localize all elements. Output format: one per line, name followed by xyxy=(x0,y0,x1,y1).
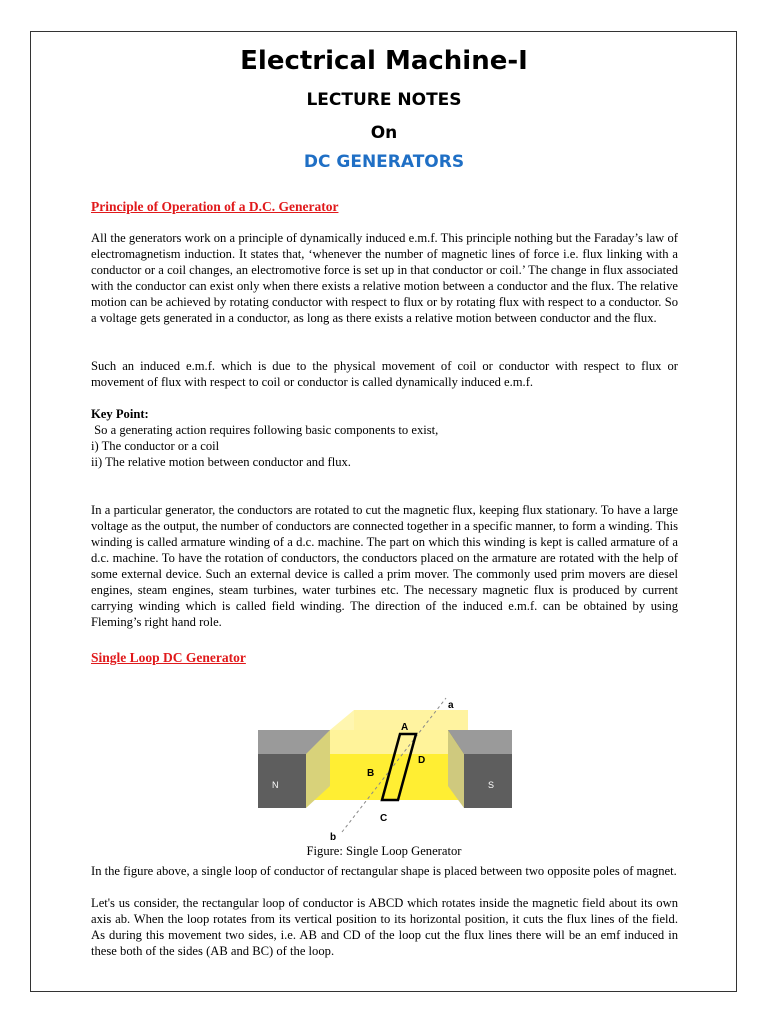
field-back-band xyxy=(354,710,468,730)
label-axis-b: b xyxy=(330,832,337,842)
key-point-intro: So a generating action requires following basic components to exist, xyxy=(91,423,439,437)
document-title: Electrical Machine-I xyxy=(240,46,528,76)
label-axis-a: a xyxy=(448,700,454,711)
key-point-label: Key Point: xyxy=(91,407,149,421)
key-point-item-1: i) The conductor or a coil xyxy=(91,439,220,453)
label-N: N xyxy=(272,780,279,790)
label-A: A xyxy=(401,722,409,733)
label-C: C xyxy=(380,813,388,824)
label-D: D xyxy=(418,755,426,766)
principle-paragraph-3: In a particular generator, the conductors are rotated to cut the magnetic flux, keeping flux stationary. To have a large voltage as the output, the number of conductors are connected together in a specific manner, to form a winding. This winding is called armature winding of a d.c. machine. The part on which this winding is kept is called armature of a d.c. machine. To have the rotation of conductors, the conductors placed on the armature are rotated with the help of some external device. Such an external device is called a prim mover. The commonly used prim movers are diesel engines, steam engines, steam turbines, water turbines etc. The necessary magnetic flux is produced by current carrying winding which is called field winding. The direction of the induced e.m.f. can be obtained by using Fleming’s right hand role. xyxy=(91,503,678,629)
principle-paragraph-1: All the generators work on a principle of dynamically induced e.m.f. This principle nothing but the Faraday’s law of electromagnetism induction. It states that, ‘whenever the number of magnetic lines of force i.e. flux linking with a conductor or a coil changes, an electromotive force is set up in that conductor or coil.’ The change in flux associated with the conductor can exist only when there exists a relative motion between a conductor and the flux. The relative motion can be achieved by rotating conductor with respect to flux or by rotating flux with respect to a conductor. So a voltage gets generated in a conductor, as long as there exists a relative motion between conductor and the flux. xyxy=(91,231,678,325)
single-loop-generator-figure xyxy=(250,690,520,842)
single-loop-paragraph-1: In the figure above, a single loop of conductor of rectangular shape is placed between two opposite poles of magnet. xyxy=(91,864,677,878)
on-subtitle: On xyxy=(370,123,398,143)
label-S: S xyxy=(488,780,495,790)
key-point-item-2: ii) The relative motion between conductor and flux. xyxy=(91,455,351,469)
principle-paragraph-2: Such an induced e.m.f. which is due to the physical movement of coil or conductor with respect to flux or movement of flux with respect to coil or conductor is called dynamically induced e.m.f. xyxy=(91,359,678,389)
label-B: B xyxy=(367,768,375,779)
figure-caption: Figure: Single Loop Generator xyxy=(306,844,462,858)
topic-subtitle: DC GENERATORS xyxy=(303,152,465,172)
single-loop-paragraph-2: Let's us consider, the rectangular loop of conductor is ABCD which rotates inside the magnetic field about its own axis ab. When the loop rotates from its vertical position to its horizontal position, it cuts the flux lines of the field. As during this movement two sides, i.e. AB and CD of the loop cut the flux lines there will be an emf induced in these both of the sides (AB and BC) of the loop. xyxy=(91,896,678,958)
lecture-notes-subtitle: LECTURE NOTES xyxy=(306,90,462,110)
principle-heading: Principle of Operation of a D.C. Generator xyxy=(91,199,339,214)
single-loop-heading: Single Loop DC Generator xyxy=(91,650,246,665)
